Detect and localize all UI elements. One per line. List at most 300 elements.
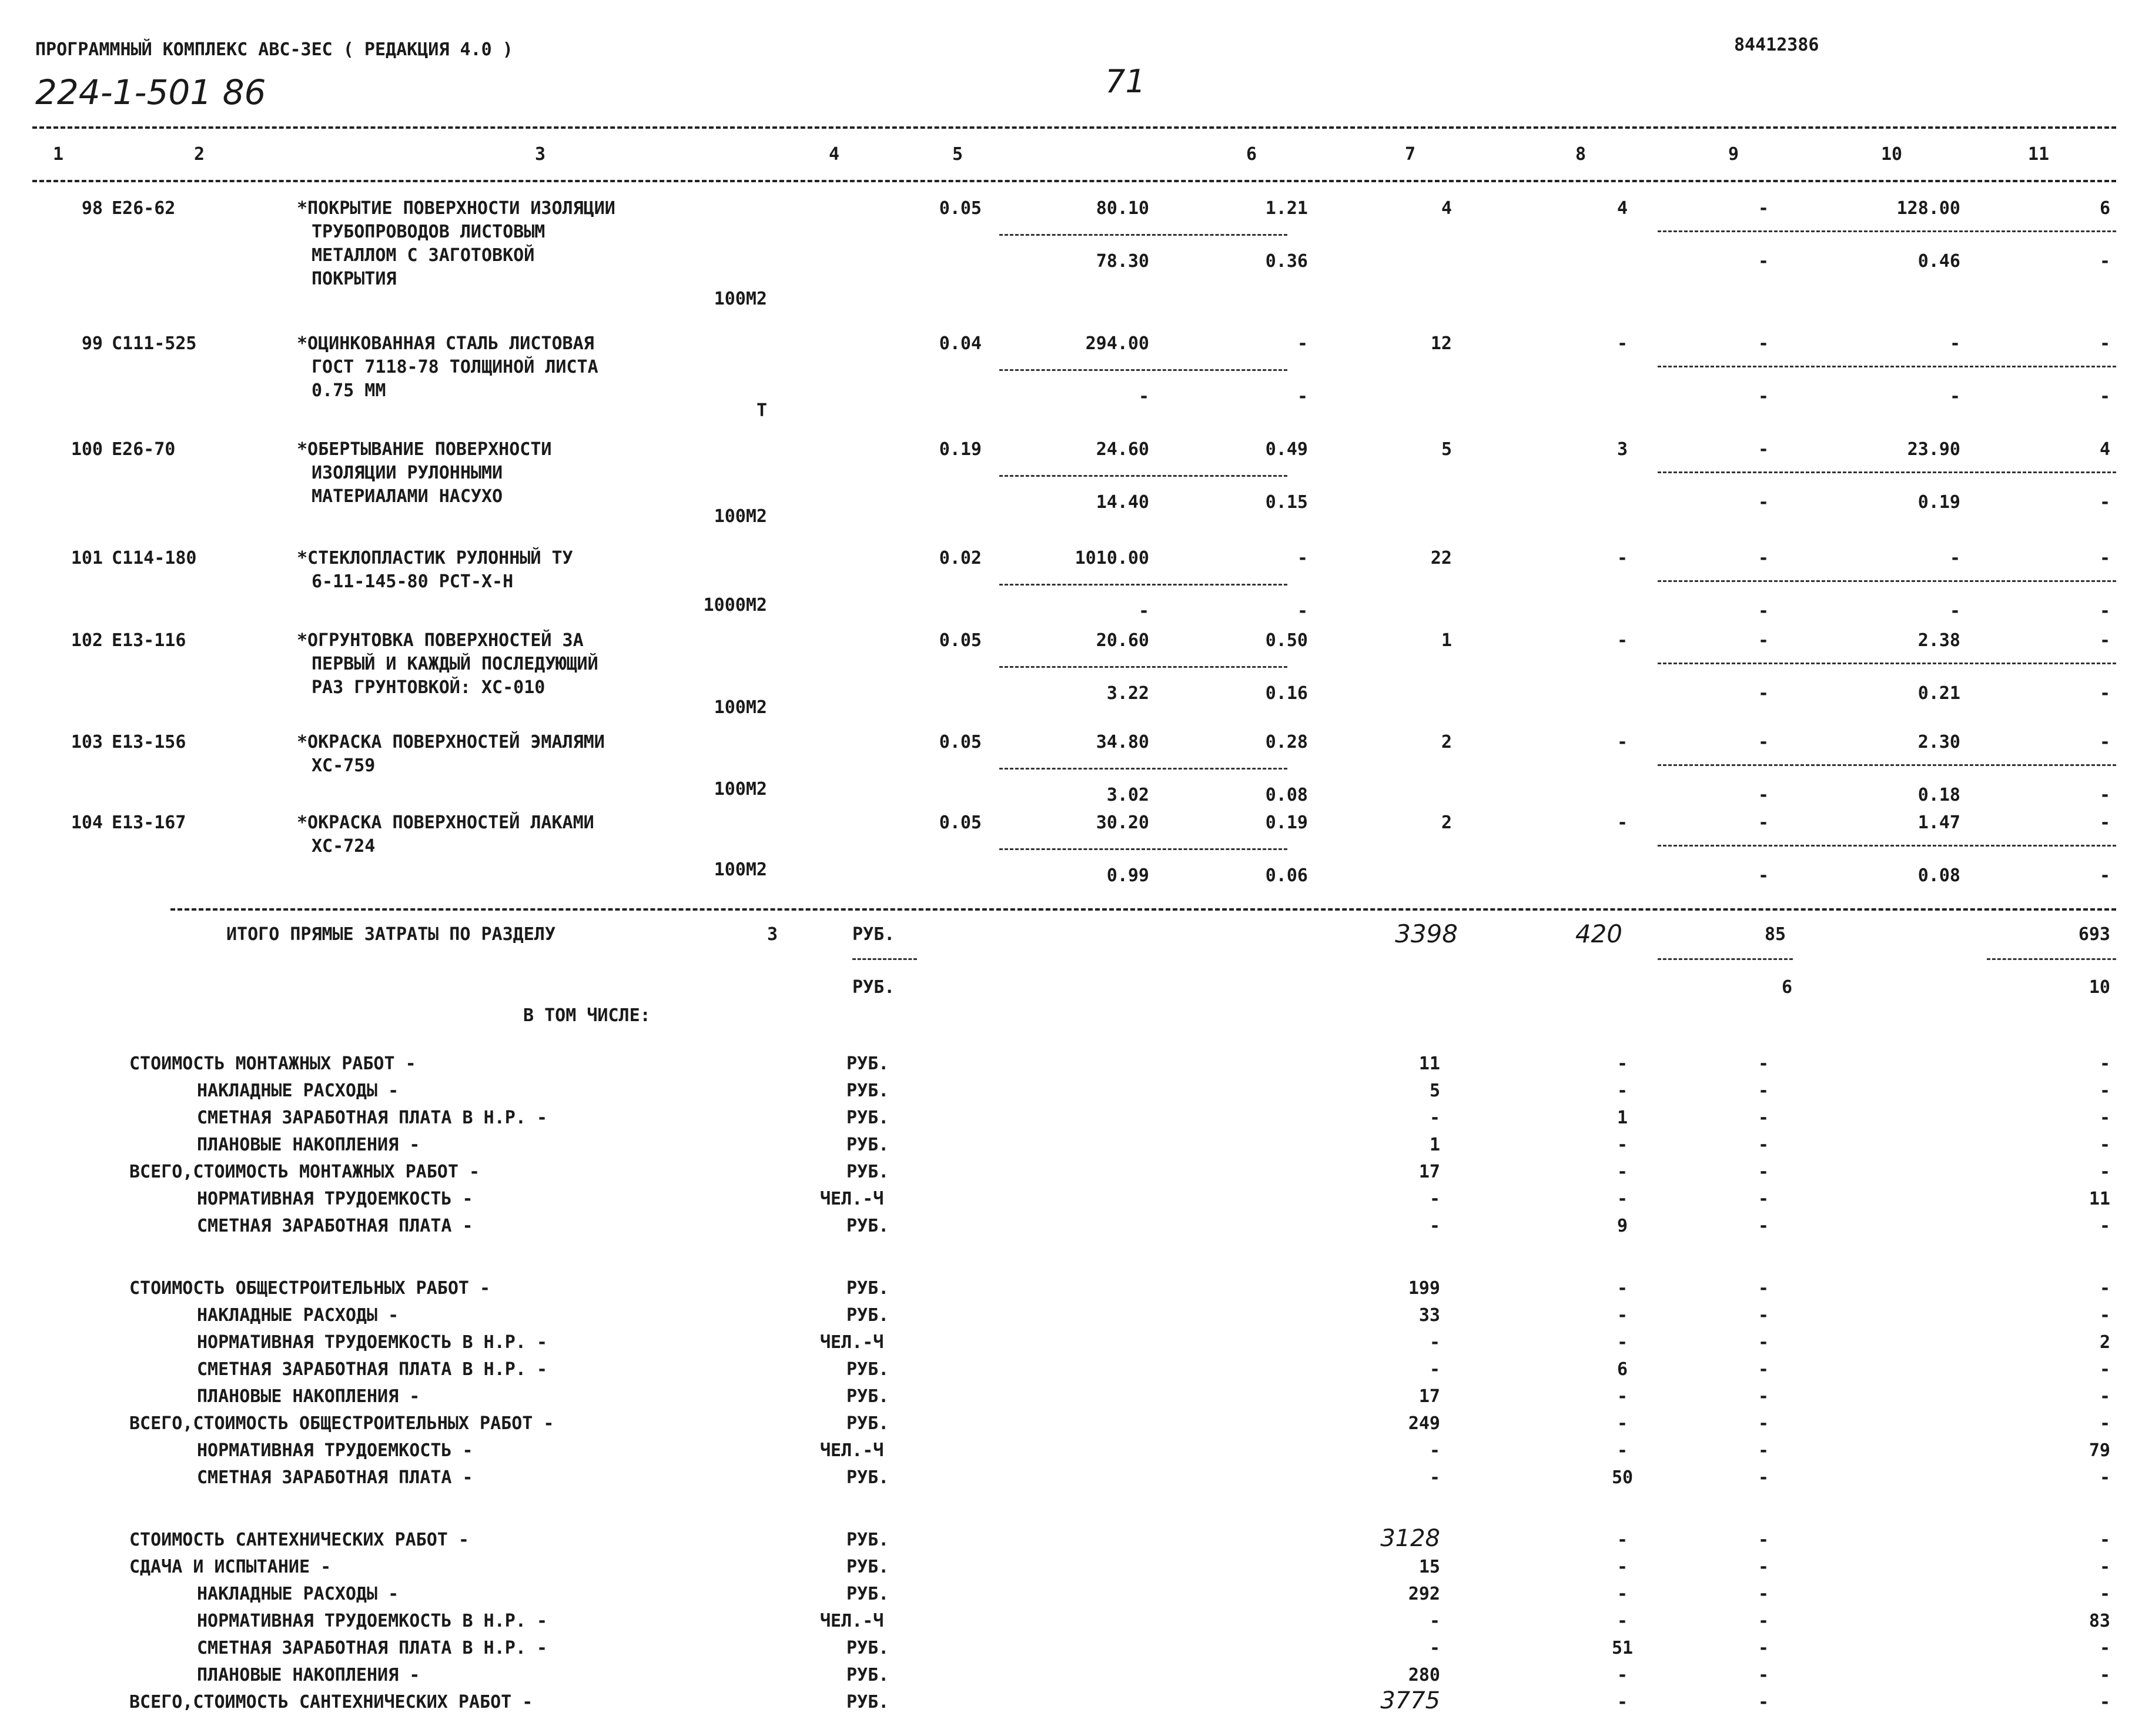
- total-top-rule: [170, 908, 2116, 911]
- breakdown-col11: -: [2099, 1557, 2110, 1577]
- subrow-rule: [1658, 845, 2116, 847]
- col8-value: -: [1616, 812, 1628, 833]
- col11-value: -: [2099, 630, 2110, 651]
- subrow-rule: [999, 369, 1287, 371]
- column-header-9: 9: [1728, 144, 1739, 165]
- col9-subvalue: -: [1758, 386, 1769, 407]
- breakdown-col8: -: [1616, 1305, 1628, 1326]
- breakdown-col8: -: [1616, 1440, 1628, 1461]
- col11-subvalue: -: [2099, 785, 2110, 805]
- breakdown-col8: -: [1616, 1162, 1628, 1182]
- breakdown-col8: 50: [1611, 1467, 1634, 1488]
- column-header-8: 8: [1575, 144, 1587, 165]
- quantity: 0.05: [939, 198, 982, 219]
- breakdown-col7: 249: [1408, 1413, 1440, 1434]
- breakdown-unit: РУБ.: [846, 1386, 889, 1407]
- breakdown-col8: -: [1616, 1053, 1628, 1074]
- item-description: *СТЕКЛОПЛАСТИК РУЛОННЫЙ ТУ: [297, 548, 573, 568]
- col11-value: -: [2099, 812, 2110, 833]
- program-header: ПРОГРАММНЫЙ КОМПЛЕКС АВС-ЗЕС ( РЕДАКЦИЯ 4.0 ): [35, 39, 513, 60]
- breakdown-label: НАКЛАДНЫЕ РАСХОДЫ -: [197, 1081, 399, 1101]
- col6-value: 0.50: [1265, 630, 1308, 651]
- col7-value: 4: [1441, 198, 1452, 219]
- col6-value: 1.21: [1265, 198, 1308, 219]
- col10-subvalue: 0.46: [1917, 251, 1960, 272]
- subrow-rule: [999, 234, 1287, 236]
- breakdown-col11: -: [2099, 1386, 2110, 1407]
- col10-value: -: [1949, 548, 1960, 568]
- col10-subvalue: 0.19: [1917, 492, 1960, 513]
- quantity: 0.05: [939, 812, 982, 833]
- col9-value: -: [1758, 439, 1769, 460]
- rate-code: Е26-62: [112, 198, 176, 219]
- breakdown-col11: -: [2099, 1665, 2110, 1685]
- subrow-rule: [1658, 230, 2116, 232]
- breakdown-col11: -: [2099, 1135, 2110, 1155]
- col5-subvalue: -: [1138, 386, 1149, 407]
- col10-value: -: [1949, 333, 1960, 354]
- row-number: 100: [71, 439, 103, 460]
- row-number: 104: [71, 812, 103, 833]
- column-header-7: 7: [1405, 144, 1416, 165]
- breakdown-unit: ЧЕЛ.-Ч: [820, 1332, 884, 1353]
- col6-value: -: [1297, 548, 1308, 568]
- breakdown-col7: -: [1429, 1467, 1440, 1488]
- col7-value: 22: [1430, 548, 1452, 568]
- breakdown-col9: -: [1758, 1332, 1769, 1353]
- total-col11-sub: 10: [2089, 977, 2110, 998]
- col11-subvalue: -: [2099, 601, 2110, 621]
- item-description: *ОКРАСКА ПОВЕРХНОСТЕЙ ЛАКАМИ: [297, 812, 594, 833]
- col6-subvalue: 0.15: [1265, 492, 1308, 513]
- item-description: ИЗОЛЯЦИИ РУЛОННЫМИ: [312, 463, 503, 483]
- col7-value: 12: [1430, 333, 1452, 354]
- col5-value: 20.60: [1096, 630, 1149, 651]
- col9-subvalue: -: [1758, 251, 1769, 272]
- breakdown-col9: -: [1758, 1692, 1769, 1712]
- item-description: ГОСТ 7118-78 ТОЛЩИНОЙ ЛИСТА: [312, 357, 598, 377]
- breakdown-col8: -: [1616, 1278, 1628, 1299]
- subrow-rule: [1658, 366, 2116, 367]
- column-header-5: 5: [952, 144, 963, 165]
- breakdown-col8: 1: [1616, 1108, 1628, 1128]
- col10-subvalue: -: [1949, 386, 1960, 407]
- breakdown-label: СМЕТНАЯ ЗАРАБОТНАЯ ПЛАТА -: [197, 1467, 473, 1488]
- page-number: 71: [1105, 63, 1146, 100]
- breakdown-col9: -: [1758, 1081, 1769, 1101]
- breakdown-col11: 83: [2089, 1611, 2110, 1631]
- breakdown-col11: 79: [2089, 1440, 2110, 1461]
- item-description: РАЗ ГРУНТОВКОЙ: ХС-010: [312, 677, 545, 698]
- breakdown-col9: -: [1758, 1305, 1769, 1326]
- col10-value: 128.00: [1896, 198, 1960, 219]
- breakdown-label: ПЛАНОВЫЕ НАКОПЛЕНИЯ -: [197, 1386, 420, 1407]
- breakdown-col9: -: [1758, 1557, 1769, 1577]
- total-subrule: [852, 958, 917, 960]
- subrow-rule: [999, 768, 1287, 770]
- col9-subvalue: -: [1758, 785, 1769, 805]
- item-description: ПОКРЫТИЯ: [312, 269, 397, 289]
- item-description: *ОКРАСКА ПОВЕРХНОСТЕЙ ЭМАЛЯМИ: [297, 732, 605, 752]
- breakdown-col7: 280: [1408, 1665, 1440, 1685]
- breakdown-col7: 11: [1418, 1053, 1440, 1074]
- col6-value: 0.49: [1265, 439, 1308, 460]
- total-section-number: 3: [767, 924, 778, 945]
- col8-value: -: [1616, 732, 1628, 752]
- col7-value: 1: [1441, 630, 1452, 651]
- row-number: 102: [71, 630, 103, 651]
- breakdown-col9: -: [1758, 1162, 1769, 1182]
- col5-value: 294.00: [1085, 333, 1149, 354]
- item-description: *ОЦИНКОВАННАЯ СТАЛЬ ЛИСТОВАЯ: [297, 333, 594, 354]
- col11-subvalue: -: [2099, 386, 2110, 407]
- total-label: ИТОГО ПРЯМЫЕ ЗАТРАТЫ ПО РАЗДЕЛУ: [226, 924, 555, 945]
- row-number: 101: [71, 548, 103, 568]
- breakdown-unit: РУБ.: [846, 1135, 889, 1155]
- breakdown-col7: 5: [1429, 1081, 1440, 1101]
- breakdown-label: ВСЕГО,СТОИМОСТЬ САНТЕХНИЧЕСКИХ РАБОТ -: [129, 1692, 533, 1712]
- breakdown-label: НОРМАТИВНАЯ ТРУДОЕМКОСТЬ В Н.Р. -: [197, 1332, 548, 1353]
- breakdown-col7: 199: [1408, 1278, 1440, 1299]
- breakdown-col11: -: [2099, 1162, 2110, 1182]
- breakdown-unit: ЧЕЛ.-Ч: [820, 1611, 884, 1631]
- breakdown-col9: -: [1758, 1386, 1769, 1407]
- col6-subvalue: -: [1297, 386, 1308, 407]
- breakdown-col8: -: [1616, 1332, 1628, 1353]
- col9-value: -: [1758, 812, 1769, 833]
- item-description: 6-11-145-80 РСТ-Х-Н: [312, 571, 514, 592]
- breakdown-col9: -: [1758, 1278, 1769, 1299]
- subrow-rule: [999, 584, 1287, 586]
- quantity: 0.05: [939, 732, 982, 752]
- breakdown-col9: -: [1758, 1638, 1769, 1658]
- breakdown-col11: 11: [2089, 1189, 2110, 1209]
- breakdown-col9: -: [1758, 1665, 1769, 1685]
- breakdown-col8: -: [1616, 1692, 1628, 1712]
- col5-value: 30.20: [1096, 812, 1149, 833]
- breakdown-col8: -: [1616, 1189, 1628, 1209]
- item-unit: 100М2: [714, 289, 767, 309]
- breakdown-col8: -: [1616, 1530, 1628, 1550]
- breakdown-col7: -: [1429, 1189, 1440, 1209]
- breakdown-label: СДАЧА И ИСПЫТАНИЕ -: [129, 1557, 332, 1577]
- breakdown-col8: -: [1616, 1386, 1628, 1407]
- breakdown-label: СМЕТНАЯ ЗАРАБОТНАЯ ПЛАТА В Н.Р. -: [197, 1359, 548, 1380]
- breakdown-label: СМЕТНАЯ ЗАРАБОТНАЯ ПЛАТА В Н.Р. -: [197, 1108, 548, 1128]
- breakdown-unit: РУБ.: [846, 1278, 889, 1299]
- column-header-2: 2: [194, 144, 205, 165]
- col10-value: 2.38: [1917, 630, 1960, 651]
- row-number: 103: [71, 732, 103, 752]
- col10-subvalue: 0.18: [1917, 785, 1960, 805]
- col7-value: 2: [1441, 812, 1452, 833]
- col6-subvalue: 0.16: [1265, 683, 1308, 704]
- col9-subvalue: -: [1758, 683, 1769, 704]
- col10-subvalue: 0.08: [1917, 865, 1960, 886]
- breakdown-col11: -: [2099, 1413, 2110, 1434]
- column-header-4: 4: [829, 144, 840, 165]
- column-header-rule: [32, 180, 2116, 182]
- breakdown-col9: -: [1758, 1108, 1769, 1128]
- col11-value: -: [2099, 732, 2110, 752]
- breakdown-col11: -: [2099, 1692, 2110, 1712]
- col5-value: 80.10: [1096, 198, 1149, 219]
- subrow-rule: [999, 666, 1287, 668]
- breakdown-col9: -: [1758, 1135, 1769, 1155]
- col10-value: 1.47: [1917, 812, 1960, 833]
- row-number: 99: [81, 333, 103, 354]
- breakdown-col7: -: [1429, 1108, 1440, 1128]
- breakdown-col9: -: [1758, 1413, 1769, 1434]
- breakdown-col7: 292: [1408, 1584, 1440, 1604]
- breakdown-col8: -: [1616, 1611, 1628, 1631]
- item-unit: Т: [756, 400, 767, 421]
- col7-value: 2: [1441, 732, 1452, 752]
- breakdown-col8: -: [1616, 1665, 1628, 1685]
- breakdown-col9: -: [1758, 1467, 1769, 1488]
- total-subrule: [1987, 958, 2116, 960]
- breakdown-label: СТОИМОСТЬ ОБЩЕСТРОИТЕЛЬНЫХ РАБОТ -: [129, 1278, 491, 1299]
- total-subrule: [1658, 958, 1793, 960]
- total-col7: 3398: [1395, 919, 1458, 948]
- handwritten-code: 224-1-501 86: [35, 72, 266, 112]
- breakdown-label: ВСЕГО,СТОИМОСТЬ МОНТАЖНЫХ РАБОТ -: [129, 1162, 480, 1182]
- col9-subvalue: -: [1758, 492, 1769, 513]
- item-unit: 100М2: [714, 506, 767, 527]
- col11-subvalue: -: [2099, 865, 2110, 886]
- col5-subvalue: 0.99: [1106, 865, 1149, 886]
- breakdown-label: НАКЛАДНЫЕ РАСХОДЫ -: [197, 1305, 399, 1326]
- item-unit: 100М2: [714, 779, 767, 800]
- breakdown-unit: РУБ.: [846, 1162, 889, 1182]
- breakdown-col9: -: [1758, 1530, 1769, 1550]
- item-description: ХС-724: [312, 836, 376, 857]
- col9-subvalue: -: [1758, 601, 1769, 621]
- col5-value: 24.60: [1096, 439, 1149, 460]
- item-description: МАТЕРИАЛАМИ НАСУХО: [312, 486, 503, 507]
- breakdown-label: НОРМАТИВНАЯ ТРУДОЕМКОСТЬ -: [197, 1189, 473, 1209]
- breakdown-col8: -: [1616, 1413, 1628, 1434]
- breakdown-col11: -: [2099, 1638, 2110, 1658]
- col6-subvalue: 0.36: [1265, 251, 1308, 272]
- breakdown-col9: -: [1758, 1440, 1769, 1461]
- breakdown-col8: -: [1616, 1081, 1628, 1101]
- breakdown-col7: -: [1429, 1332, 1440, 1353]
- col9-subvalue: -: [1758, 865, 1769, 886]
- col5-subvalue: -: [1138, 601, 1149, 621]
- col8-value: 3: [1616, 439, 1628, 460]
- col8-value: -: [1616, 548, 1628, 568]
- breakdown-col11: -: [2099, 1081, 2110, 1101]
- col6-value: -: [1297, 333, 1308, 354]
- breakdown-col8: 6: [1616, 1359, 1628, 1380]
- total-unit-2: РУБ.: [852, 977, 895, 998]
- row-number: 98: [81, 198, 103, 219]
- quantity: 0.19: [939, 439, 982, 460]
- breakdown-label: НОРМАТИВНАЯ ТРУДОЕМКОСТЬ -: [197, 1440, 473, 1461]
- item-description: ПЕРВЫЙ И КАЖДЫЙ ПОСЛЕДУЮЩИЙ: [312, 654, 598, 674]
- item-description: ТРУБОПРОВОДОВ ЛИСТОВЫМ: [312, 222, 545, 242]
- total-col8: 420: [1575, 919, 1622, 948]
- breakdown-col8: 51: [1611, 1638, 1634, 1658]
- rate-code: Е13-156: [112, 732, 186, 752]
- col11-subvalue: -: [2099, 683, 2110, 704]
- document-code: 84412386: [1734, 35, 1819, 55]
- col9-value: -: [1758, 630, 1769, 651]
- breakdown-unit: РУБ.: [846, 1665, 889, 1685]
- item-description: *ОБЕРТЫВАНИЕ ПОВЕРХНОСТИ: [297, 439, 552, 460]
- breakdown-col11: -: [2099, 1278, 2110, 1299]
- breakdown-col9: -: [1758, 1216, 1769, 1236]
- rate-code: Е26-70: [112, 439, 176, 460]
- subrow-rule: [1658, 764, 2116, 766]
- breakdown-col7: 3128: [1380, 1525, 1440, 1552]
- subrow-rule: [999, 848, 1287, 850]
- breakdown-col9: -: [1758, 1359, 1769, 1380]
- total-col9-sub: 6: [1781, 977, 1793, 998]
- col11-subvalue: -: [2099, 492, 2110, 513]
- col9-value: -: [1758, 548, 1769, 568]
- breakdown-col11: -: [2099, 1530, 2110, 1550]
- breakdown-unit: РУБ.: [846, 1638, 889, 1658]
- item-description: 0.75 ММ: [312, 380, 386, 401]
- total-col11: 693: [2078, 924, 2110, 945]
- col11-value: -: [2099, 333, 2110, 354]
- breakdown-unit: РУБ.: [846, 1467, 889, 1488]
- breakdown-col7: 3775: [1380, 1687, 1440, 1714]
- breakdown-col7: -: [1429, 1359, 1440, 1380]
- breakdown-col11: -: [2099, 1108, 2110, 1128]
- breakdown-col9: -: [1758, 1189, 1769, 1209]
- breakdown-label: ПЛАНОВЫЕ НАКОПЛЕНИЯ -: [197, 1135, 420, 1155]
- subrow-rule: [1658, 471, 2116, 473]
- breakdown-col7: 17: [1418, 1162, 1440, 1182]
- breakdown-col8: -: [1616, 1135, 1628, 1155]
- breakdown-col11: -: [2099, 1584, 2110, 1604]
- breakdown-col8: -: [1616, 1584, 1628, 1604]
- breakdown-label: ПЛАНОВЫЕ НАКОПЛЕНИЯ -: [197, 1665, 420, 1685]
- col9-value: -: [1758, 732, 1769, 752]
- breakdown-col7: -: [1429, 1216, 1440, 1236]
- breakdown-col8: -: [1616, 1557, 1628, 1577]
- breakdown-col7: 1: [1429, 1135, 1440, 1155]
- col6-value: 0.28: [1265, 732, 1308, 752]
- breakdown-label: СМЕТНАЯ ЗАРАБОТНАЯ ПЛАТА В Н.Р. -: [197, 1638, 548, 1658]
- col11-subvalue: -: [2099, 251, 2110, 272]
- col10-value: 2.30: [1917, 732, 1960, 752]
- item-description: МЕТАЛЛОМ С ЗАГОТОВКОЙ: [312, 245, 535, 266]
- col7-value: 5: [1441, 439, 1452, 460]
- col9-value: -: [1758, 198, 1769, 219]
- breakdown-label: ВСЕГО,СТОИМОСТЬ ОБЩЕСТРОИТЕЛЬНЫХ РАБОТ -: [129, 1413, 554, 1434]
- breakdown-unit: РУБ.: [846, 1413, 889, 1434]
- col5-value: 1010.00: [1075, 548, 1149, 568]
- breakdown-label: НОРМАТИВНАЯ ТРУДОЕМКОСТЬ В Н.Р. -: [197, 1611, 548, 1631]
- breakdown-unit: ЧЕЛ.-Ч: [820, 1189, 884, 1209]
- rate-code: Е13-167: [112, 812, 186, 833]
- breakdown-col9: -: [1758, 1053, 1769, 1074]
- column-header-11: 11: [2028, 144, 2050, 165]
- rate-code: Е13-116: [112, 630, 186, 651]
- breakdown-unit: РУБ.: [846, 1359, 889, 1380]
- quantity: 0.04: [939, 333, 982, 354]
- col6-value: 0.19: [1265, 812, 1308, 833]
- column-header-6: 6: [1246, 144, 1257, 165]
- rate-code: С114-180: [112, 548, 197, 568]
- column-header-1: 1: [53, 144, 64, 165]
- col8-value: -: [1616, 333, 1628, 354]
- col11-value: -: [2099, 548, 2110, 568]
- subrow-rule: [1658, 663, 2116, 664]
- total-col9: 85: [1764, 924, 1786, 945]
- col9-value: -: [1758, 333, 1769, 354]
- breakdown-label: СТОИМОСТЬ САНТЕХНИЧЕСКИХ РАБОТ -: [129, 1530, 469, 1550]
- col5-value: 34.80: [1096, 732, 1149, 752]
- col6-subvalue: 0.08: [1265, 785, 1308, 805]
- breakdown-label: НАКЛАДНЫЕ РАСХОДЫ -: [197, 1584, 399, 1604]
- breakdown-col7: -: [1429, 1638, 1440, 1658]
- breakdown-col9: -: [1758, 1611, 1769, 1631]
- quantity: 0.05: [939, 630, 982, 651]
- col10-subvalue: -: [1949, 601, 1960, 621]
- quantity: 0.02: [939, 548, 982, 568]
- column-header-3: 3: [535, 144, 546, 165]
- col5-subvalue: 3.02: [1106, 785, 1149, 805]
- subrow-rule: [1658, 580, 2116, 582]
- breakdown-col11: 2: [2099, 1332, 2110, 1353]
- item-description: *ПОКРЫТИЕ ПОВЕРХНОСТИ ИЗОЛЯЦИИ: [297, 198, 615, 219]
- subrow-rule: [999, 475, 1287, 477]
- breakdown-unit: РУБ.: [846, 1305, 889, 1326]
- breakdown-unit: РУБ.: [846, 1216, 889, 1236]
- col11-value: 4: [2099, 439, 2110, 460]
- breakdown-label: СМЕТНАЯ ЗАРАБОТНАЯ ПЛАТА -: [197, 1216, 473, 1236]
- breakdown-col8: 9: [1616, 1216, 1628, 1236]
- breakdown-unit: РУБ.: [846, 1584, 889, 1604]
- breakdown-unit: РУБ.: [846, 1053, 889, 1074]
- breakdown-unit: РУБ.: [846, 1081, 889, 1101]
- breakdown-unit: РУБ.: [846, 1530, 889, 1550]
- col8-value: -: [1616, 630, 1628, 651]
- including-heading: В ТОМ ЧИСЛЕ:: [523, 1005, 651, 1026]
- col5-subvalue: 3.22: [1106, 683, 1149, 704]
- column-header-10: 10: [1881, 144, 1903, 165]
- table-top-rule: [32, 126, 2116, 129]
- breakdown-col9: -: [1758, 1584, 1769, 1604]
- col5-subvalue: 14.40: [1096, 492, 1149, 513]
- breakdown-col11: -: [2099, 1467, 2110, 1488]
- rate-code: С111-525: [112, 333, 197, 354]
- breakdown-col7: -: [1429, 1611, 1440, 1631]
- breakdown-col11: -: [2099, 1305, 2110, 1326]
- item-unit: 100М2: [714, 697, 767, 718]
- item-description: ХС-759: [312, 755, 376, 776]
- col10-subvalue: 0.21: [1917, 683, 1960, 704]
- col5-subvalue: 78.30: [1096, 251, 1149, 272]
- breakdown-unit: РУБ.: [846, 1557, 889, 1577]
- col8-value: 4: [1616, 198, 1628, 219]
- col10-value: 23.90: [1907, 439, 1960, 460]
- col11-value: 6: [2099, 198, 2110, 219]
- breakdown-col7: 33: [1418, 1305, 1440, 1326]
- breakdown-col11: -: [2099, 1216, 2110, 1236]
- breakdown-col7: -: [1429, 1440, 1440, 1461]
- total-unit: РУБ.: [852, 924, 895, 945]
- breakdown-unit: РУБ.: [846, 1692, 889, 1712]
- col6-subvalue: 0.06: [1265, 865, 1308, 886]
- item-unit: 1000М2: [703, 595, 767, 616]
- item-unit: 100М2: [714, 859, 767, 880]
